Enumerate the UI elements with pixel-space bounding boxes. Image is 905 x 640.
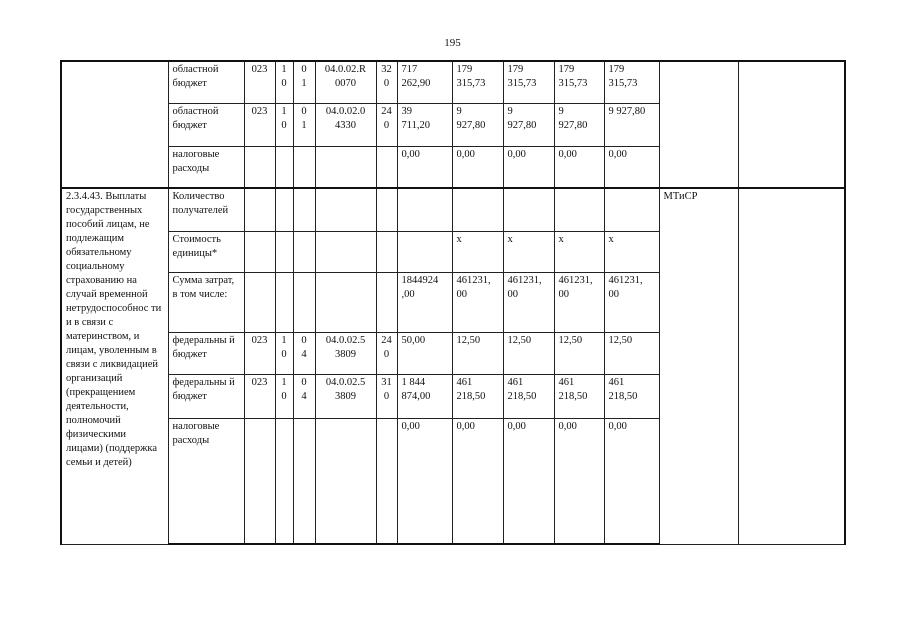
bottom-y1-cell (452, 332, 503, 374)
cell-text: 1 (281, 376, 287, 388)
top-total-cell (397, 146, 452, 188)
table-row (61, 188, 845, 231)
bottom-source-cell (168, 374, 244, 418)
bottom-pr-cell (293, 418, 315, 544)
cell-text: 50,00 (401, 334, 426, 346)
cell-text: 179 (558, 64, 575, 75)
bottom-y1-cell (452, 231, 503, 272)
top-csr-cell (315, 146, 376, 188)
bottom-pr-cell (293, 332, 315, 374)
cell-text: 0 (383, 119, 390, 131)
cell-text: 0 (301, 334, 307, 346)
top-y3-cell (554, 61, 604, 103)
cell-text: федеральны й бюджет (172, 334, 235, 360)
cell-text: 179 (456, 64, 473, 75)
bottom-source-cell (168, 188, 244, 231)
top-pr-cell (293, 146, 315, 188)
cell-text: 0,00 (456, 148, 475, 160)
cell-text: 39 (401, 105, 412, 117)
cell-text: 12,50 (608, 334, 633, 346)
cell-text: х (608, 233, 614, 245)
cell-text: 0 (383, 390, 390, 402)
bottom-rz-cell (275, 272, 293, 332)
cell-text: 4 (301, 390, 307, 402)
cell-text: 1 (281, 105, 287, 117)
cell-text: 179 (507, 64, 524, 75)
result-cell (738, 61, 845, 188)
cell-text: 0 (281, 348, 287, 360)
cell-text: 0,00 (608, 420, 627, 432)
cell-text: 1 844 (401, 376, 426, 388)
bottom-source-cell (168, 332, 244, 374)
cell-text: 1 (301, 119, 307, 131)
top-y2-cell (503, 103, 554, 146)
table-row (61, 61, 845, 103)
bottom-vr-cell (376, 188, 397, 231)
bottom-grbs-cell (244, 272, 275, 332)
bottom-y4-cell (604, 188, 659, 231)
cell-text: 0,00 (558, 148, 577, 160)
bottom-y2-cell (503, 332, 554, 374)
bottom-y2-cell (503, 272, 554, 332)
cell-text: 711,20 (401, 119, 430, 131)
bottom-grbs-cell (244, 188, 275, 231)
bottom-y4-cell (604, 332, 659, 374)
cell-text: 315,73 (456, 78, 486, 89)
cell-text: 0,00 (507, 148, 526, 160)
bottom-y3-cell (554, 272, 604, 332)
bottom-source-cell (168, 272, 244, 332)
top-source-cell (168, 146, 244, 188)
bottom-rz-cell (275, 188, 293, 231)
cell-text: 023 (251, 64, 268, 75)
bottom-y1-cell (452, 418, 503, 544)
bottom-csr-cell (315, 374, 376, 418)
top-y4-cell (604, 103, 659, 146)
bottom-total-cell (397, 332, 452, 374)
cell-text: 31 (381, 376, 392, 388)
bottom-pr-cell (293, 374, 315, 418)
top-source-cell (168, 103, 244, 146)
cell-text: 9 (507, 105, 513, 117)
cell-text: 461231, (558, 274, 593, 286)
bottom-rz-cell (275, 231, 293, 272)
bottom-y3-cell (554, 374, 604, 418)
page-number: 195 (444, 37, 461, 49)
bottom-grbs-cell (244, 231, 275, 272)
bottom-vr-cell (376, 374, 397, 418)
cell-text: 1 (281, 334, 287, 346)
top-vr-cell (376, 103, 397, 146)
cell-text: 0,00 (401, 420, 420, 432)
cell-text: х (558, 233, 564, 245)
bottom-y4-cell (604, 231, 659, 272)
bottom-y3-cell (554, 332, 604, 374)
bottom-y1-cell (452, 188, 503, 231)
bottom-csr-cell (315, 188, 376, 231)
measure-name-cell (61, 61, 168, 188)
cell-text: 023 (251, 105, 268, 117)
cell-text: 717 (401, 64, 418, 75)
cell-text: федеральны й бюджет (172, 376, 235, 402)
cell-text: 218,50 (456, 390, 486, 402)
top-y3-cell (554, 146, 604, 188)
cell-text: 12,50 (456, 334, 481, 346)
bottom-grbs-cell (244, 374, 275, 418)
bottom-y4-cell (604, 418, 659, 544)
cell-text: ,00 (401, 288, 415, 300)
cell-text: областной бюджет (172, 64, 219, 89)
top-pr-cell (293, 103, 315, 146)
cell-text: 218,50 (608, 390, 638, 402)
budget-table-body (61, 61, 845, 544)
bottom-rz-cell (275, 418, 293, 544)
cell-text: 00 (608, 288, 619, 300)
cell-text: 9 927,80 (608, 105, 646, 117)
bottom-y2-cell (503, 231, 554, 272)
cell-text: 4 (301, 348, 307, 360)
bottom-pr-cell (293, 231, 315, 272)
cell-text: 461231, (456, 274, 491, 286)
cell-text: 04.0.02.0 (325, 105, 366, 117)
cell-text: 0 (383, 78, 390, 89)
top-pr-cell (293, 61, 315, 103)
bottom-y2-cell (503, 188, 554, 231)
top-vr-cell (376, 61, 397, 103)
cell-text: 9 (558, 105, 564, 117)
cell-text: 1 (281, 64, 287, 75)
top-y2-cell (503, 146, 554, 188)
top-y4-cell (604, 146, 659, 188)
cell-text: 0 (301, 376, 307, 388)
cell-text: 461 (507, 376, 524, 388)
cell-text: 023 (251, 376, 268, 388)
cell-text: х (507, 233, 513, 245)
cell-text: 927,80 (507, 119, 537, 131)
bottom-vr-cell (376, 418, 397, 544)
cell-text: 179 (608, 64, 625, 75)
cell-text: 461 (608, 376, 625, 388)
bottom-y2-cell (503, 418, 554, 544)
bottom-total-cell (397, 374, 452, 418)
bottom-grbs-cell (244, 418, 275, 544)
bottom-total-cell (397, 272, 452, 332)
cell-text: 4330 (335, 119, 356, 131)
executor-cell (659, 61, 738, 188)
bottom-vr-cell (376, 272, 397, 332)
cell-text: х (456, 233, 462, 245)
cell-text: 315,73 (558, 78, 588, 89)
bottom-pr-cell (293, 272, 315, 332)
bottom-total-cell (397, 188, 452, 231)
top-y2-cell (503, 61, 554, 103)
cell-text: 262,90 (401, 78, 431, 89)
cell-text: Стоимость единицы* (172, 233, 221, 259)
bottom-grbs-cell (244, 332, 275, 374)
cell-text: 00 (558, 288, 569, 300)
top-rz-cell (275, 146, 293, 188)
top-y1-cell (452, 146, 503, 188)
top-rz-cell (275, 103, 293, 146)
bottom-y3-cell (554, 188, 604, 231)
bottom-y2-cell (503, 374, 554, 418)
cell-text: 3809 (335, 348, 356, 360)
cell-text: 32 (381, 64, 392, 75)
cell-text: 0 (281, 78, 287, 89)
cell-text: 927,80 (558, 119, 588, 131)
top-csr-cell (315, 61, 376, 103)
cell-text: 9 (456, 105, 462, 117)
bottom-vr-cell (376, 332, 397, 374)
cell-text: 0,00 (608, 148, 627, 160)
cell-text: 0,00 (507, 420, 526, 432)
bottom-y4-cell (604, 374, 659, 418)
bottom-y3-cell (554, 231, 604, 272)
top-grbs-cell (244, 146, 275, 188)
cell-text: 315,73 (608, 78, 638, 89)
cell-text: 0 (383, 348, 390, 360)
bottom-pr-cell (293, 188, 315, 231)
cell-text: 0,00 (456, 420, 475, 432)
bottom-source-cell (168, 231, 244, 272)
cell-text: областной бюджет (172, 105, 219, 131)
bottom-csr-cell (315, 272, 376, 332)
cell-text: Количество получателей (172, 191, 229, 216)
bottom-total-cell (397, 418, 452, 544)
cell-text: 24 (381, 105, 392, 117)
cell-text: 3809 (335, 390, 356, 402)
cell-text: 218,50 (507, 390, 537, 402)
bottom-rz-cell (275, 374, 293, 418)
cell-text: МТиСР (663, 191, 698, 202)
cell-text: 0 (301, 105, 307, 117)
cell-text: 0 (281, 119, 287, 131)
bottom-csr-cell (315, 332, 376, 374)
cell-text: Сумма затрат, в том числе: (172, 274, 235, 300)
top-total-cell (397, 103, 452, 146)
bottom-y1-cell (452, 272, 503, 332)
cell-text: 461 (558, 376, 575, 388)
top-y1-cell (452, 103, 503, 146)
cell-text: 0,00 (558, 420, 577, 432)
top-total-cell (397, 61, 452, 103)
bottom-total-cell (397, 231, 452, 272)
cell-text: 0 (301, 64, 307, 75)
bottom-y4-cell (604, 272, 659, 332)
top-grbs-cell (244, 103, 275, 146)
cell-text: 023 (251, 334, 268, 346)
cell-text: 461231, (507, 274, 542, 286)
cell-text: 04.0.02.R (324, 64, 367, 75)
top-y3-cell (554, 103, 604, 146)
cell-text: 00 (456, 288, 467, 300)
cell-text: 24 (381, 334, 392, 346)
cell-text: 12,50 (507, 334, 532, 346)
cell-text: 0 (281, 390, 287, 402)
bottom-csr-cell (315, 231, 376, 272)
cell-text: 2.3.4.43. Выплаты государственных пособий лицам, не подлежащим обязательному социальному страхованию на случай временной нетрудоспособнос ти и в связи с материнством, и лицам, уволенным в связи с ликвидацией организаций (прекращением деятельности, полномочий физическими лицами) (поддержка семьи и детей) (66, 191, 162, 468)
top-csr-cell (315, 103, 376, 146)
cell-text: 1844924 (401, 274, 439, 286)
cell-text: 04.0.02.5 (325, 334, 366, 346)
result-cell (738, 188, 845, 544)
cell-text: 874,00 (401, 390, 431, 402)
cell-text: налоговые расходы (172, 420, 220, 446)
cell-text: 927,80 (456, 119, 486, 131)
cell-text: 218,50 (558, 390, 588, 402)
measure-name-cell (61, 188, 168, 544)
cell-text: 461 (456, 376, 473, 388)
bottom-rz-cell (275, 332, 293, 374)
cell-text: 461231, (608, 274, 643, 286)
top-grbs-cell (244, 61, 275, 103)
cell-text: 1 (301, 78, 307, 89)
cell-text: 04.0.02.5 (325, 376, 366, 388)
cell-text: 0,00 (401, 148, 420, 160)
bottom-source-cell (168, 418, 244, 544)
bottom-csr-cell (315, 418, 376, 544)
top-vr-cell (376, 146, 397, 188)
cell-text: 0070 (335, 78, 356, 89)
executor-cell (659, 188, 738, 544)
bottom-y3-cell (554, 418, 604, 544)
cell-text: 12,50 (558, 334, 583, 346)
bottom-y1-cell (452, 374, 503, 418)
cell-text: 00 (507, 288, 518, 300)
cell-text: 315,73 (507, 78, 537, 89)
bottom-vr-cell (376, 231, 397, 272)
top-source-cell (168, 61, 244, 103)
cell-text: налоговые расходы (172, 148, 220, 174)
top-rz-cell (275, 61, 293, 103)
budget-table (60, 60, 846, 545)
top-y4-cell (604, 61, 659, 103)
top-y1-cell (452, 61, 503, 103)
